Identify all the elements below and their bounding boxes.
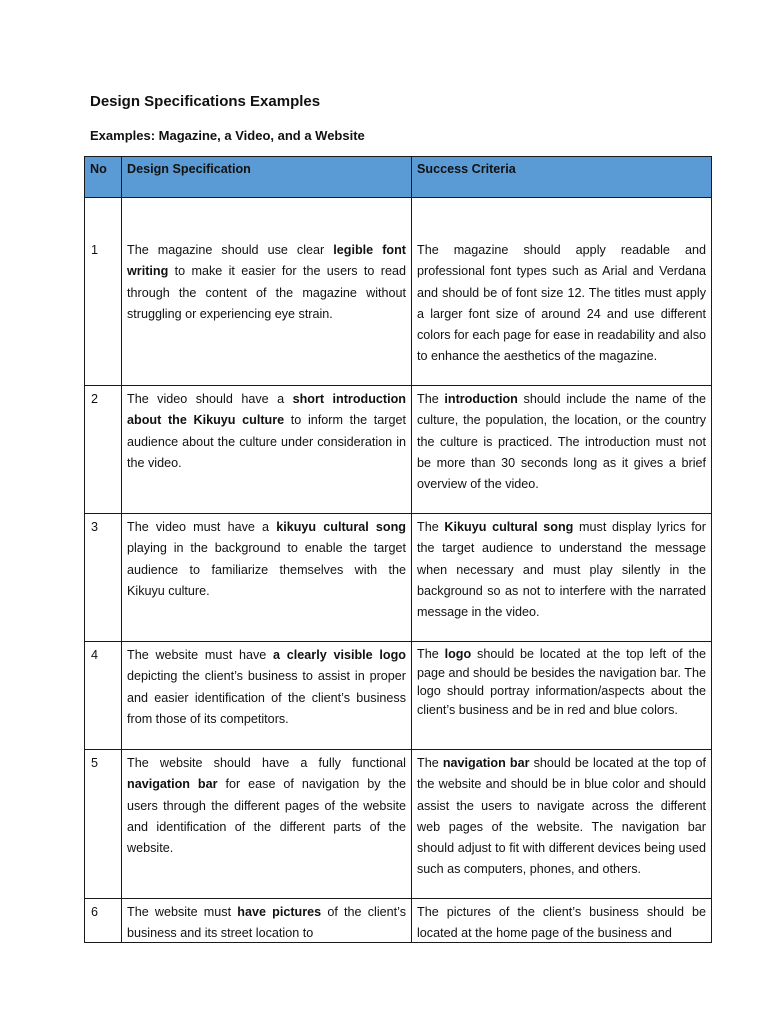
text-run: The magazine should use clear: [127, 243, 334, 257]
text-run: The website must have: [127, 648, 274, 662]
table-row: [85, 899, 712, 943]
column-header-success-criteria: Success Criteria: [412, 157, 712, 198]
success-criteria-cell: [412, 386, 712, 514]
bold-text-run: short introduction about the Kikuyu culture: [127, 392, 406, 428]
text-run: The: [417, 520, 445, 534]
table-row: [85, 198, 712, 386]
text-run: should include the name of the culture, the population, the location, or the country the culture is practiced. The introduction must not be more than 30 seconds long as it gives a brief overview of the video.: [417, 392, 706, 492]
bold-text-run: navigation bar: [127, 777, 218, 792]
bold-text-run: logo: [444, 647, 472, 661]
text-run: The website must: [127, 905, 238, 919]
text-run: should be located at the top of the website and should be in blue color and should assist the users to navigate across the different web pages of the website. The navigation bar should adjust to fit with different devices being used such as computers, phones, and others.: [417, 756, 706, 877]
text-run: of the client’s business and its street location to: [127, 905, 406, 941]
table-row: [85, 514, 712, 642]
success-criteria-cell: [412, 642, 712, 750]
text-run: should be located at the top left of the page and should be besides the navigation bar. The logo should portray information/aspects about the client’s business and be in red and blue colors.: [417, 647, 707, 717]
column-header-design-specification: Design Specification: [122, 157, 412, 198]
page-title: Design Specifications Examples: [90, 93, 321, 110]
design-specification-text: [127, 902, 406, 942]
text-run: The website should have a fully functional: [127, 756, 406, 770]
table-row: [85, 386, 712, 514]
table-row: [85, 750, 712, 899]
bold-text-run: legible font writing: [127, 243, 406, 279]
text-run: for ease of navigation by the users through the different pages of the website and identification of the different parts of the website.: [127, 777, 406, 856]
design-specification-cell: [122, 642, 412, 750]
success-criteria-text: [417, 902, 706, 942]
text-run: The magazine should apply readable and professional font types such as Arial and Verdana and should be of font size 12. The titles must apply a larger font size of around 24 and use different colors for each page for ease in readability and also to enhance the aesthetics of the magazine.: [417, 243, 706, 364]
text-run: The video should have a: [127, 392, 293, 406]
success-criteria-cell: [412, 899, 712, 943]
row-number: 3: [85, 514, 122, 642]
bold-text-run: have pictures: [237, 905, 322, 919]
bold-text-run: a clearly visible logo: [273, 648, 406, 662]
text-run: The: [417, 647, 445, 661]
row-number: 6: [85, 899, 122, 943]
design-specification-cell: [122, 899, 412, 943]
text-run: The: [417, 392, 445, 406]
page-subtitle: Examples: Magazine, a Video, and a Website: [90, 128, 365, 143]
text-run: to inform the target audience about the culture under consideration in the video.: [127, 413, 407, 470]
success-criteria-cell: [412, 514, 712, 642]
row-number: 2: [85, 386, 122, 514]
design-specification-cell: [122, 198, 412, 386]
row-number: 4: [85, 642, 122, 750]
success-criteria-cell: [412, 750, 712, 899]
bold-text-run: navigation bar: [442, 756, 530, 770]
table-header-row: [85, 157, 712, 198]
text-run: The: [417, 756, 443, 770]
column-header-no: No: [85, 157, 122, 198]
row-number: 5: [85, 750, 122, 899]
bold-text-run: kikuyu cultural song: [276, 520, 407, 534]
bold-text-run: Kikuyu cultural song: [444, 520, 574, 534]
text-run: depicting the client’s business to assist in proper and easier identification of the client’s business from those of its competitors.: [127, 669, 406, 726]
text-run: The video must have a: [127, 520, 277, 534]
design-specification-cell: [122, 750, 412, 899]
text-run: must display lyrics for the target audience to understand the message when necessary and must play silently in the background so as not to interfere with the narrated message in the video.: [417, 520, 707, 620]
bold-text-run: introduction: [444, 392, 518, 406]
design-specification-cell: [122, 514, 412, 642]
row-number: 1: [85, 198, 122, 386]
design-specification-cell: [122, 386, 412, 514]
text-run: to make it easier for the users to read through the content of the magazine without struggling or experiencing eye strain.: [127, 264, 406, 321]
design-spec-table: [84, 156, 712, 943]
text-run: playing in the background to enable the target audience to familiarize themselves with the Kikuyu culture.: [127, 541, 406, 598]
success-criteria-cell: [412, 198, 712, 386]
text-run: The pictures of the client’s business should be located at the home page of the business and: [417, 905, 706, 941]
table-row: [85, 642, 712, 750]
